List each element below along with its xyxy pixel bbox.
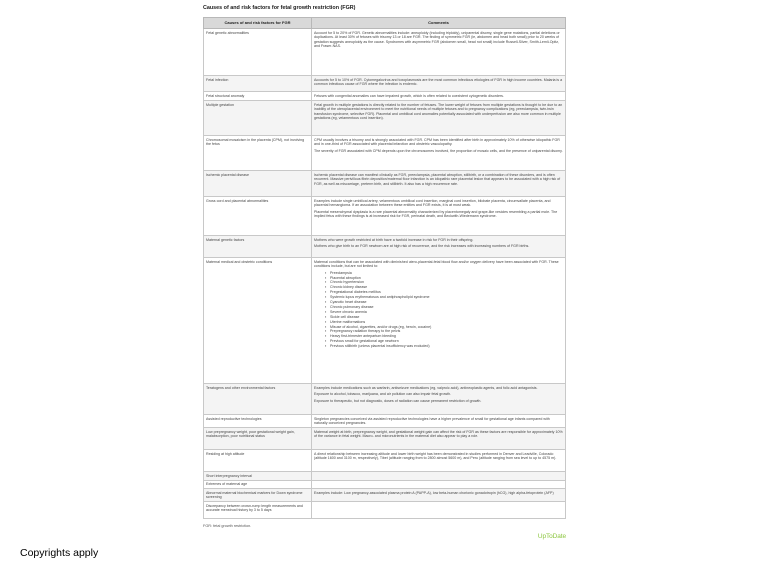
comments-cell (312, 258, 566, 384)
copyright-notice: Copyrights apply (20, 547, 99, 559)
table-row (204, 502, 566, 519)
table-row (204, 489, 566, 502)
condition-list-item: ▪ Placental abruption (330, 276, 563, 281)
comments-cell (312, 29, 566, 76)
comments-cell (312, 76, 566, 92)
comment-paragraph: Examples include: Low pregnancy-associated plasma protein A (PAPP-A), low beta-human chorionic gonadotropin (hCG), high alpha-fetoprotein (AFP) (314, 490, 554, 495)
comment-paragraph: Fetal growth in multiple gestations is directly related to the number of fetuses. The lower weight of fetuses from multiple gestations is thought to be due to an inability of the uteroplacental environment to meet the nutritional needs of multiple fetuses and to pregnancy complications (eg, preeclampsia, twin-twin transfusion syndrome, selective FGR). Placental and umbilical cord anomalies potentially associated with underperfusion are also more common in multiple gestations (eg, velamentous cord insertion). (314, 102, 563, 121)
comment-paragraph: Exposure to therapeutic, but not diagnostic, doses of radiation can cause permanent restriction of growth. (314, 398, 482, 403)
comments-cell (312, 136, 566, 171)
table-row (204, 472, 566, 481)
table-row (204, 197, 566, 236)
table-row (204, 236, 566, 258)
comments-cell (312, 197, 566, 236)
cause-cell: Assisted reproductive technologies (204, 415, 312, 428)
table-row (204, 384, 566, 415)
comments-cell (312, 236, 566, 258)
cause-cell: Maternal genetic factors (204, 236, 312, 258)
comment-paragraph: Maternal conditions that can be associated with diminished utero-placental-fetal blood flow and/or oxygen delivery have been associated with FGR. These conditions include, but are not limited to: (314, 259, 559, 269)
table-row (204, 76, 566, 92)
table-row (204, 258, 566, 384)
comment-paragraph: Exposure to alcohol, tobacco, marijuana, and air pollution can also impair fetal growth. (314, 392, 452, 397)
comment-paragraph: Mothers who give birth to an FGR newborn are at high risk of recurrence, and the risk increases with increasing numbers of FGR births. (314, 244, 530, 249)
comments-cell (312, 450, 566, 472)
comment-paragraph: Ischemic placental disease can manifest clinically as FGR, preeclampsia, placental abruption, stillbirth, or a combination of these disorders, and is often recurrent. Massive perivillous fibrin deposition/maternal floor infarction is an idiopathic rare placental lesion that appears to be associated with a high risk of FGR, as well as miscarriage, preterm birth, and stillbirth. It also has a high recurrence rate. (314, 172, 561, 186)
comment-paragraph: Fetuses with congenital anomalies can have impaired growth, which is often related to coexistent cytogenetic disorders. (314, 93, 504, 98)
cause-cell: Abnormal maternal biochemical markers for Down syndrome screening (204, 489, 312, 502)
table-row (204, 29, 566, 76)
table-row (204, 415, 566, 428)
table-row (204, 450, 566, 472)
cause-cell: Multiple gestation (204, 101, 312, 136)
condition-list-item: ▪ Heavy first-trimester antepartum bleeding (330, 334, 563, 339)
cause-cell: Ischemic placental disease (204, 171, 312, 197)
condition-list-item: ▪ Pregestational diabetes mellitus (330, 290, 563, 295)
table-row (204, 136, 566, 171)
condition-list-item: ▪ Severe chronic anemia (330, 310, 563, 315)
risk-factor-table (203, 17, 566, 519)
comment-paragraph: A direct relationship between increasing altitude and lower birth weight has been demonstrated in studies performed in Denver and Leadville, Colorado (altitude 1600 and 3100 m, respectively), Tibet (altitude ranging from to 2800 almost 5600 m), and Peru (altitude ranging from sea level to up to 4575 m). (314, 451, 557, 461)
cause-cell: Gross cord and placental abnormalities (204, 197, 312, 236)
comments-cell (312, 415, 566, 428)
comment-paragraph: Singleton pregnancies conceived via assisted reproductive technologies have a higher prevalence of small for gestational age infants compared with naturally conceived pregnancies. (314, 416, 550, 426)
footnote: FGR: fetal growth restriction. (203, 524, 252, 529)
comment-paragraph: The severity of FGR associated with CPM depends upon the chromosomes involved, the proportion of mosaic cells, and the presence of uniparental disomy. (314, 148, 563, 153)
cause-cell: Residing at high altitude (204, 450, 312, 472)
comment-paragraph: Mothers who were growth restricted at birth have a twofold increase in risk for FGR in their offspring. (314, 237, 474, 242)
cause-cell: Maternal medical and obstetric conditions (204, 258, 312, 384)
condition-list-item: ▪ Prepregnancy radiation therapy to the pelvis (330, 329, 563, 334)
table-title: Causes of and risk factors for fetal growth restriction (FGR) (203, 5, 356, 11)
cause-cell: Short interpregnancy interval (204, 472, 312, 481)
comments-cell (312, 92, 566, 101)
comments-cell (312, 489, 566, 502)
uptodate-logo: UpToDate (537, 533, 566, 540)
condition-list-item: ▪ Chronic kidney disease (330, 285, 563, 290)
comment-paragraph: Maternal weight at birth, prepregnancy weight, and gestational weight gain can affect the risk of FGR as these factors are responsible for approximately 10% of the variance in fetal weight. Macro- and micronutrients in the maternal diet also appear to play a role. (314, 429, 563, 439)
cause-cell: Fetal infection (204, 76, 312, 92)
cause-cell: Fetal structural anomaly (204, 92, 312, 101)
condition-list-item: ▪ Previous small for gestational age newborn (330, 339, 563, 344)
condition-list-item: ▪ Sickle cell disease (330, 315, 563, 320)
comments-cell (312, 502, 566, 519)
column-header-comments: Comments (312, 18, 566, 29)
comments-cell (312, 472, 566, 481)
table-row (204, 101, 566, 136)
condition-list-item: ▪ Chronic pulmonary disease (330, 305, 563, 310)
table-row (204, 428, 566, 450)
table-row (204, 171, 566, 197)
comments-cell (312, 384, 566, 415)
comment-paragraph: Placental mesenchymal dysplasia is a rare placental abnormality characterized by placentomegaly and grape-like vesicles resembling a partial mole. The implied fetus with these findings is at increased risk for FGR, perinatal death, and Beckwith-Wiedemann syndrome. (314, 209, 558, 219)
comments-cell (312, 428, 566, 450)
cause-cell: Chromosomal mosaicism in the placenta (CPM), not involving the fetus (204, 136, 312, 171)
cause-cell: Discrepancy between crown-rump length measurements and accurate menstrual history by 3 to 5 days (204, 502, 312, 519)
condition-list-item: ▪ Systemic lupus erythematosus and antiphospholipid syndrome (330, 295, 563, 300)
cause-cell: Extremes of maternal age (204, 480, 312, 489)
column-header-cause: Causes of and risk factors for FGR (204, 18, 312, 29)
cause-cell: Low prepregnancy weight, poor gestational weight gain, malabsorption, poor nutritional status (204, 428, 312, 450)
comment-paragraph: Accounts for 5 to 10% of FGR. Cytomegalovirus and toxoplasmosis are the most common infectious etiologies of FGR in high income countries. Malaria is a common infectious cause of FGR where the infection is endemic. (314, 77, 563, 87)
table-row (204, 480, 566, 489)
condition-list-item: ▪ Misuse of alcohol, cigarettes, and/or drugs (eg, heroin, cocaine) (330, 325, 563, 330)
document (203, 5, 565, 528)
condition-list-item: ▪ Uterine malformations (330, 320, 563, 325)
condition-list-item: ▪ Cyanotic heart disease (330, 300, 563, 305)
cause-cell: Teratogens and other environmental factors (204, 384, 312, 415)
condition-list (314, 271, 563, 350)
comments-cell (312, 480, 566, 489)
cause-cell: Fetal genetic abnormalities (204, 29, 312, 76)
condition-list-item: ▪ Chronic hypertension (330, 280, 563, 285)
comment-paragraph: Account for 5 to 20% of FGR. Genetic abnormalities include: aneuploidy (including triploidy), uniparental disomy, single gene mutations, partial deletions or duplications. At least 30% of fetuses with trisomy 13 or 18 are FGR. The finding of symmetric FGR (ie, abdomen and head both small) prior to 20 weeks of gestation suggests aneuploidy as the cause. Syndromes with asymmetric FGR (abdomen small, head not small) include Russell-Silver, Smith-Lemli-Opitz, and Fraser-NAS. (314, 30, 560, 49)
condition-list-item: ▪ Preeclampsia (330, 271, 563, 276)
table-header-row (204, 18, 566, 29)
comments-cell (312, 101, 566, 136)
table-row (204, 92, 566, 101)
comment-paragraph: CPM usually involves a trisomy and is strongly associated with FGR. CPM has been identified after birth in approximately 10% of otherwise idiopathic FGR and in one-third of FGR associated with placental infarction and obstetric vasculopathy. (314, 137, 560, 147)
comment-paragraph: Examples include single umbilical artery, velamentous umbilical cord insertion, marginal cord insertion, bilobate placenta, circumvallate placenta, and placental hemangioma. If an association between these entities and FGR exists, it is at most weak. (314, 198, 551, 208)
comments-cell (312, 171, 566, 197)
condition-list-item: ▪ Previous stillbirth (unless placental insufficiency was excluded) (330, 344, 563, 349)
comment-paragraph: Examples include medications such as warfarin, antiseizure medications (eg, valproic acid), antineoplastic agents, and folic acid antagonists. (314, 385, 538, 390)
